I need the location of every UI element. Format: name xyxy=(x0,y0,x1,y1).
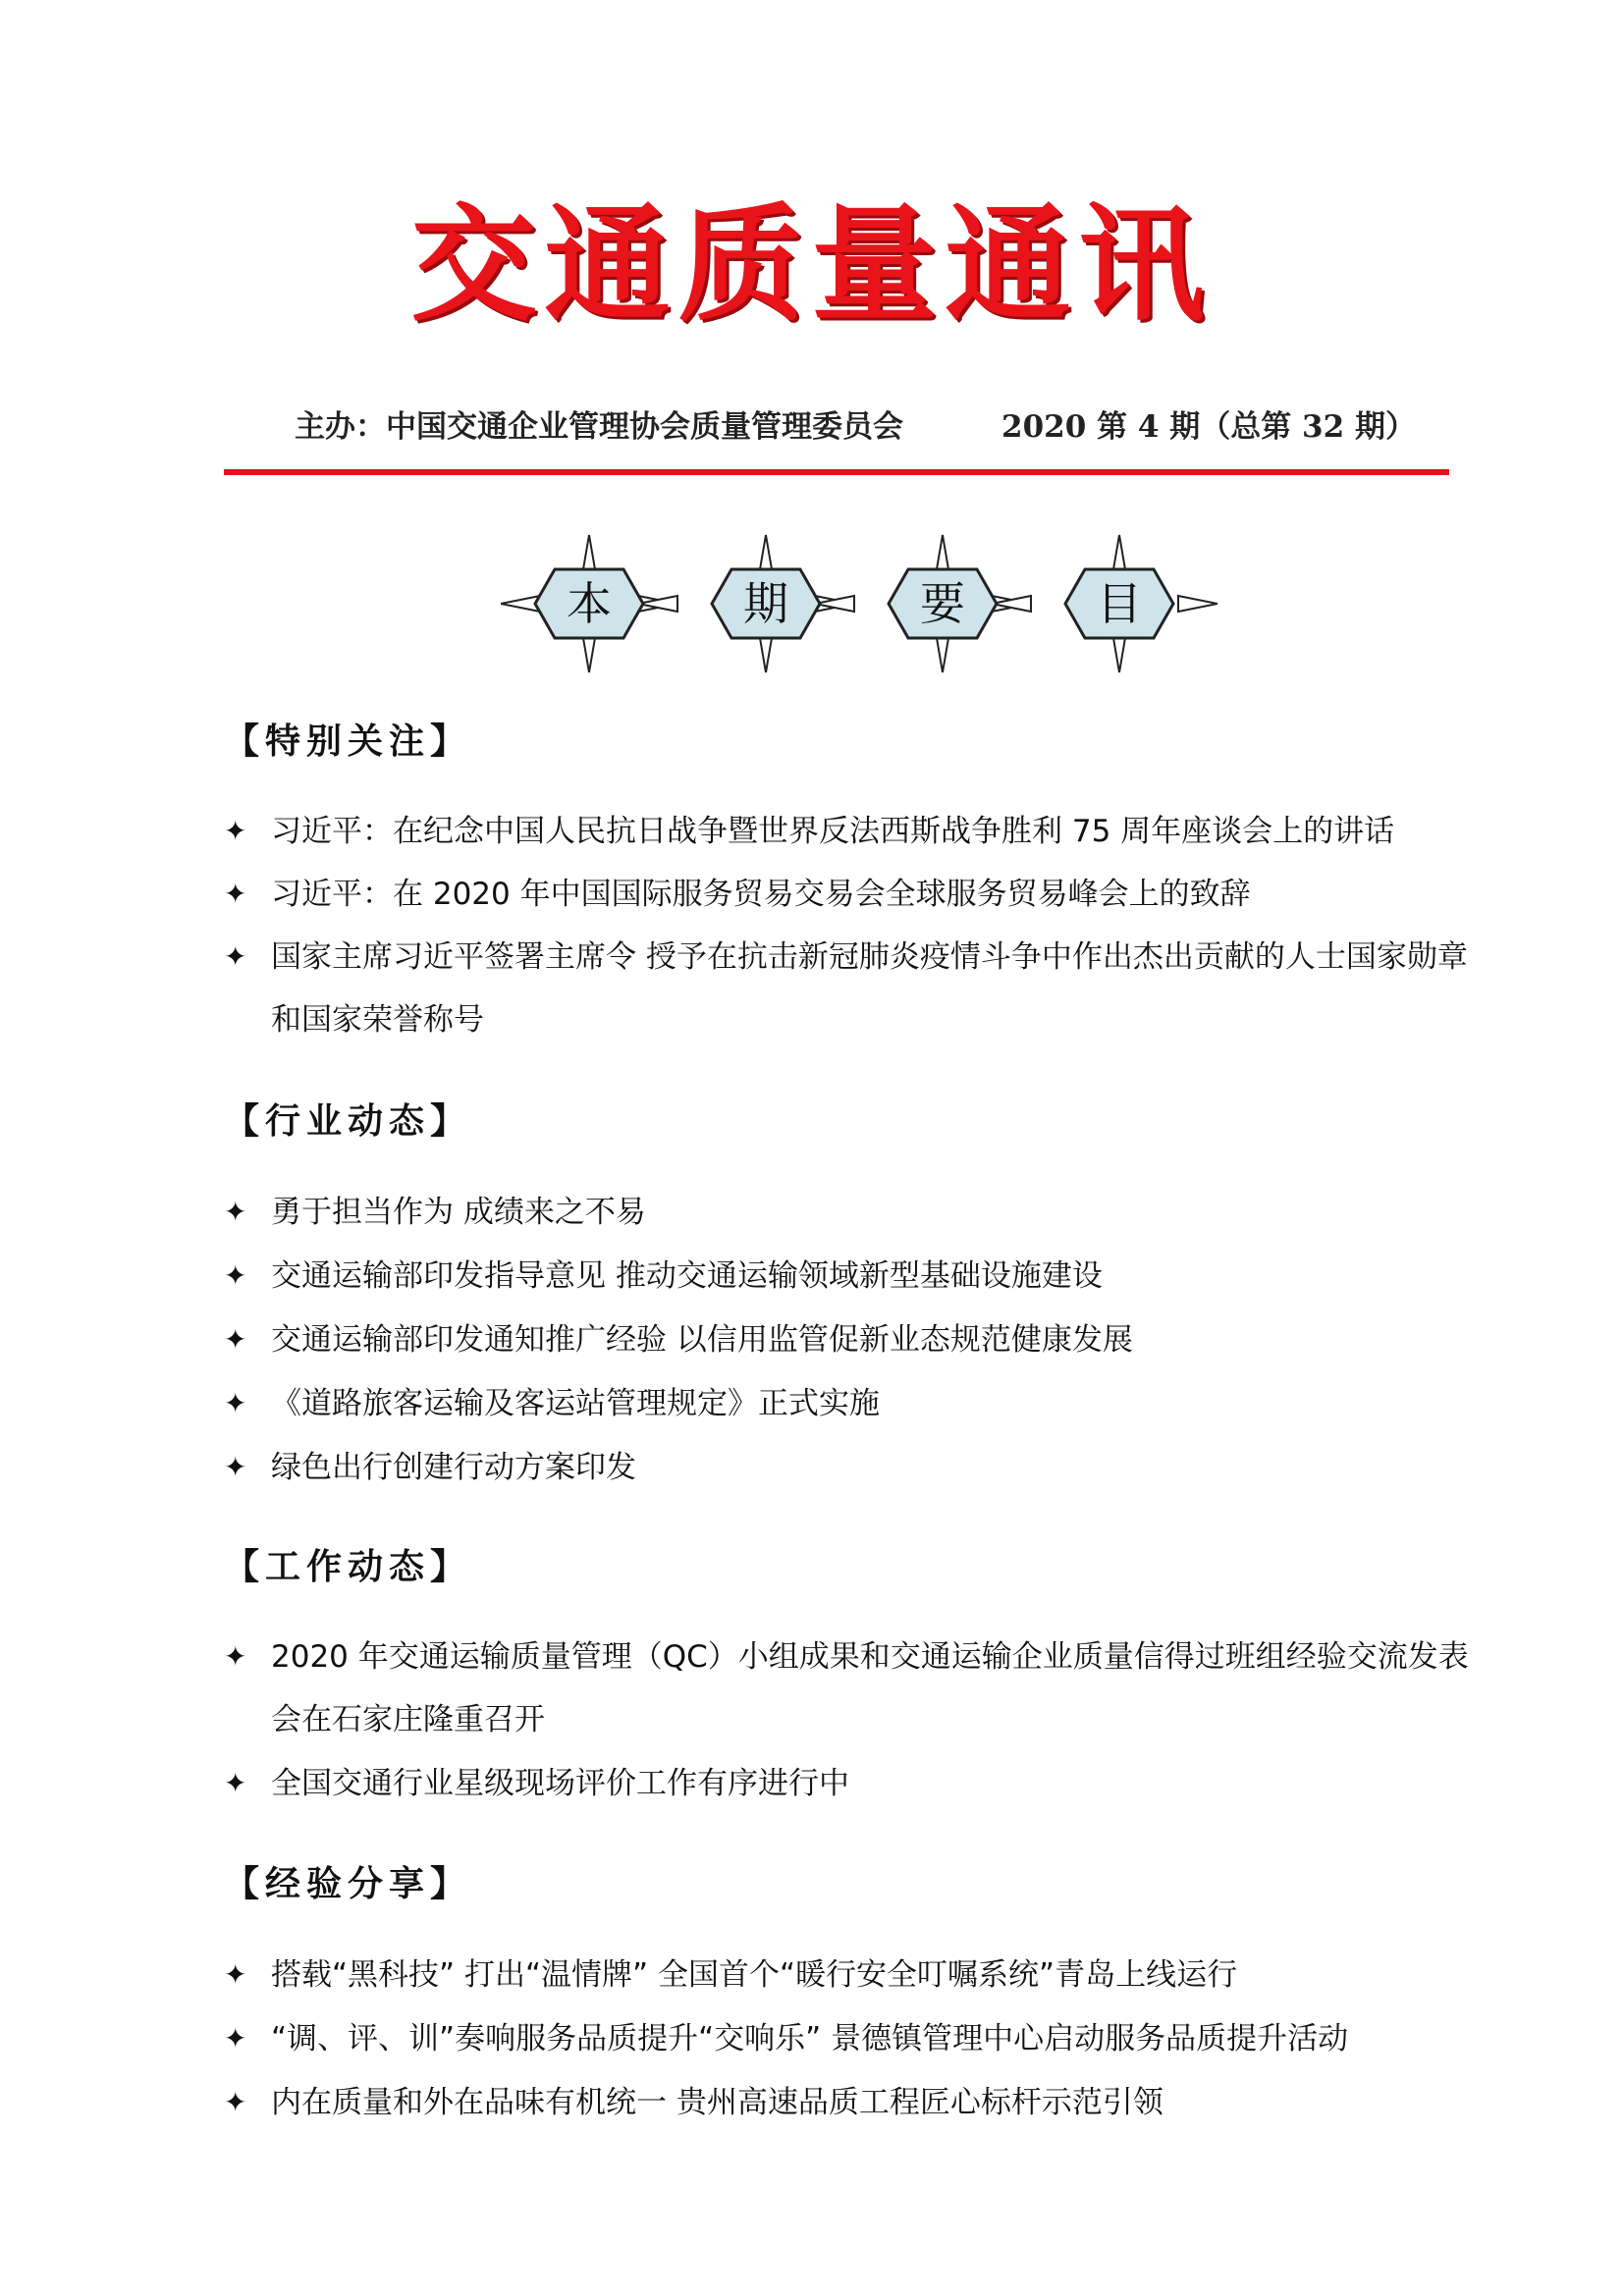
star-bullet-icon: ✦ xyxy=(224,1767,247,1799)
section-title-work-updates: 【工作动态】 xyxy=(224,1546,472,1587)
list-item-text: “调、评、训”奏响服务品质提升“交响乐” 景德镇管理中心启动服务品质提升活动 xyxy=(271,2021,1349,2056)
list-item-text: 习近平：在纪念中国人民抗日战争暨世界反法西斯战争胜利 75 周年座谈会上的讲话 xyxy=(271,814,1395,849)
list-item-text: 交通运输部印发通知推广经验 以信用监管促新业态规范健康发展 xyxy=(271,1322,1133,1358)
section-title-industry-news: 【行业动态】 xyxy=(224,1100,472,1142)
star-bullet-icon: ✦ xyxy=(224,878,247,910)
issue-number: 2020 第 4 期（总第 32 期） xyxy=(1001,409,1416,445)
star-bullet-icon: ✦ xyxy=(224,1323,247,1356)
star-bullet-icon: ✦ xyxy=(224,1640,247,1673)
contents-banner xyxy=(501,525,1217,682)
list-item-text: 全国交通行业星级现场评价工作有序进行中 xyxy=(271,1766,849,1801)
star-bullet-icon: ✦ xyxy=(224,1259,247,1292)
list-item-text: 《道路旅客运输及客运站管理规定》正式实施 xyxy=(271,1386,880,1421)
star-bullet-icon: ✦ xyxy=(224,815,247,847)
publisher-text: 主办：中国交通企业管理协会质量管理委员会 xyxy=(295,409,903,445)
banner-char-1: 本 xyxy=(567,577,612,630)
section-title-special-focus: 【特别关注】 xyxy=(224,721,472,762)
list-item-text: 绿色出行创建行动方案印发 xyxy=(271,1450,636,1485)
banner-char-3: 要 xyxy=(920,577,965,630)
star-bullet-icon: ✦ xyxy=(224,2022,247,2055)
banner-char-4: 目 xyxy=(1097,577,1142,630)
list-item-text: 2020 年交通运输质量管理（QC）小组成果和交通运输企业质量信得过班组经验交流发表会在石家庄隆重召开 xyxy=(271,1639,1469,1737)
header-divider xyxy=(224,469,1449,475)
star-bullet-icon: ✦ xyxy=(224,940,247,973)
section-title-experience-sharing: 【经验分享】 xyxy=(224,1863,472,1904)
list-item-text: 搭载“黑科技” 打出“温情牌” 全国首个“暖行安全叮嘱系统”青岛上线运行 xyxy=(271,1957,1238,1993)
list-item-text: 内在质量和外在品味有机统一 贵州高速品质工程匠心标杆示范引领 xyxy=(271,2085,1163,2120)
star-bullet-icon: ✦ xyxy=(224,1451,247,1483)
list-item-text: 交通运输部印发指导意见 推动交通运输领域新型基础设施建设 xyxy=(271,1258,1103,1294)
publisher-line xyxy=(295,407,1416,447)
list-item-text: 习近平：在 2020 年中国国际服务贸易交易会全球服务贸易峰会上的致辞 xyxy=(271,877,1251,912)
masthead-title: 交通质量通讯 xyxy=(410,191,1213,339)
star-bullet-icon: ✦ xyxy=(224,1958,247,1991)
star-bullet-icon: ✦ xyxy=(224,1387,247,1419)
list-item-text: 勇于担当作为 成绩来之不易 xyxy=(271,1195,646,1230)
star-bullet-icon: ✦ xyxy=(224,2086,247,2118)
star-bullet-icon: ✦ xyxy=(224,1196,247,1228)
banner-char-2: 期 xyxy=(743,577,788,630)
list-item-text: 国家主席习近平签署主席令 授予在抗击新冠肺炎疫情斗争中作出杰出贡献的人士国家勋章和国家荣誉称号 xyxy=(271,939,1468,1038)
